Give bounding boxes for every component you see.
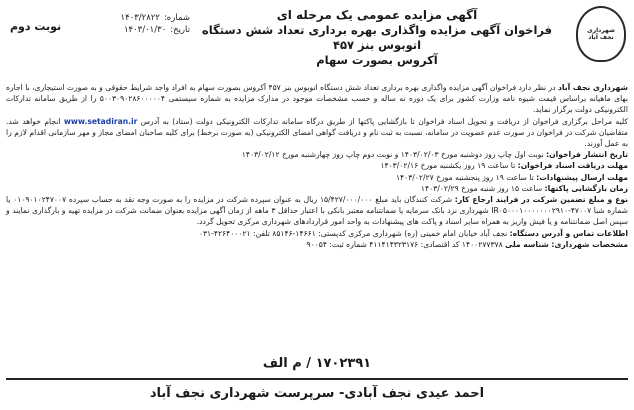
docs-deadline-line xyxy=(6,160,628,171)
docs-deadline-value: تا ساعت ۱۹ روز یکشنبه مورخ ۱۴۰۳/۰۲/۱۶ xyxy=(380,161,518,171)
paragraph-process xyxy=(6,116,628,150)
notice-header xyxy=(6,6,628,72)
date-value: ۱۴۰۳/۰۱/۳۰ xyxy=(123,25,167,35)
notice-subtitle-2: آکروس بصورت سهام xyxy=(316,53,438,67)
paragraph-intro xyxy=(6,82,628,116)
guarantee-label: نوع و مبلغ تضمین شرکت در فرایند ارجاع کار: xyxy=(454,195,628,205)
proposal-deadline-value: تا ساعت ۱۹ روز پنجشنبه مورخ ۱۴۰۳/۰۲/۲۷ xyxy=(395,172,537,182)
municipality-info-line xyxy=(6,239,628,250)
notice-subtitle: فراخوان آگهی مزایده واگذاری بهره برداری تعداد شش دستگاه اتوبوس بنز ۴۵۷ xyxy=(201,23,553,52)
contact-label: اطلاعات تماس و آدرس دستگاه: xyxy=(509,228,628,238)
process-text: کلیه مراحل برگزاری فراخوان از دریافت و تحویل اسناد فراخوان تا بازگشایی پاکتها از طریق درگاه سامانه تدارکات الکترونیکی دولت (ستاد) به آدرس xyxy=(137,116,628,126)
publish-date-value: نوبت اول چاپ روز دوشنبه مورخ ۱۴۰۳/۰۲/۰۳ و نوبت دوم چاپ روز چهارشنبه مورخ ۱۴۰۳/۰۲/۱۲ xyxy=(241,150,547,160)
opening-time-label: زمان بازگشایی پاکتها: xyxy=(544,183,628,193)
intro-lead: شهرداری نجف آباد xyxy=(558,83,628,92)
publish-date-label: تاریخ انتشار فراخوان: xyxy=(546,150,628,160)
intro-text: در نظر دارد فراخوان آگهی مزایده واگذاری بهره برداری تعداد شش دستگاه اتوبوس بنز ۴۵۷ آکروس بصورت سهام به افراد واجد شرایط حقوقی و به صورت استیجاری، با اجاره بهای ماهیانه براساس قیمت شیوه نامه وزارت کشور برای یک دوره نه ساله و حسب مشخصات موجود در مدارک مزایده به شماره سیستمی ۵۰۰۳۰۹۰۲۸۶۰۰۰۰۰۴ را از طریق سامانه تدارکات الکترونیکی دولت برگزار نماید. xyxy=(6,83,629,115)
signature-bar xyxy=(6,378,628,406)
number-label: شماره: xyxy=(163,13,190,23)
municipality-logo xyxy=(576,6,626,62)
publish-date-line xyxy=(6,149,628,160)
guarantee-line xyxy=(6,194,628,228)
process-tail: انجام خواهد شد. متقاضیان شرکت در فراخوان در صورت عدم عضویت در سامانه، نسبت به ثبت نام و دریافت گواهی امضای الکترونیکی (به صورت برخط) برای کلیه صاحبان امضای مجاز و مهر سازمانی اقدام لازم را به عمل آورند. xyxy=(6,116,628,149)
opening-time-value: ساعت ۱۵ روز شنبه مورخ ۱۴۰۳/۰۲/۲۹ xyxy=(420,183,545,193)
contact-line xyxy=(6,228,628,239)
setad-link[interactable]: www.setadiran.ir xyxy=(63,116,138,126)
ad-number: ۱۷۰۲۳۹۱ / م الف xyxy=(262,356,372,371)
proposal-deadline-label: مهلت ارسال پیشنهادات: xyxy=(536,172,628,182)
signature-text: احمد عیدی نجف آبادی- سرپرست شهرداری نجف آباد xyxy=(149,385,485,401)
date-label: تاریخ: xyxy=(170,25,190,35)
number-value: ۱۴۰۳/۲۸۲۲ xyxy=(120,13,160,23)
logo-text: شهرداری نجف آباد xyxy=(587,27,615,41)
municipality-info-label: مشخصات شهرداری: شناسه ملی xyxy=(505,239,628,249)
notice-body xyxy=(6,82,628,250)
title-block xyxy=(196,8,558,68)
turn-label: نوبت دوم xyxy=(10,20,62,33)
proposal-deadline-line xyxy=(6,172,628,183)
docs-deadline-label: مهلت دریافت اسناد فراخوان: xyxy=(517,161,628,171)
notice-title: آگهی مزایده عمومی یک مرحله ای xyxy=(276,8,478,22)
opening-time-line xyxy=(6,183,628,194)
guarantee-value: شرکت کنندگان باید مبلغ ۱۵/۴۲۷/۰۰۰/۰۰۰ ریال به عنوان سپرده شرکت در مزایده را به صورت وجه نقد به حساب سپرده ۰۱۰۹۰۱۰۲۴۷۰۰۷ یا شماره شبا ۴۷۰۰۷-IR۰۵۰۰۰۱۰۰۰۰۰۰۰۲۹۱۰ شهرداری نزد بانک سرمایه یا ضمانتنامه معتبر بانکی با اعتبار حداقل ۳ ماهه از زمان آگهی مزایده بعنوان ضمانت شرکت در مزایده تهیه و بارگذاری نمایند و سپس اصل ضمانتنامه و یا فیش واریز به همراه سایر اسناد و پاکت های پیشنهادات به واحد امور قراردادهای شهرداری مرکزی تحویل گردد. xyxy=(6,195,628,227)
municipality-info-value: ۱۴۰۰۲۷۷۳۷۸ کد اقتصادی: ۴۱۱۴۱۴۳۲۳۱۷۶ شماره ثبت: ۹۰۰۵۴ xyxy=(306,239,506,249)
contact-value: نجف آباد خیابان امام خمینی (ره) شهرداری مرکزی کدپستی: ۱۴۶۶۱-۸۵۱۴۶ تلفن: ۴۲۶۴۰۰۰۲۱-۰۳۱ xyxy=(198,228,510,238)
